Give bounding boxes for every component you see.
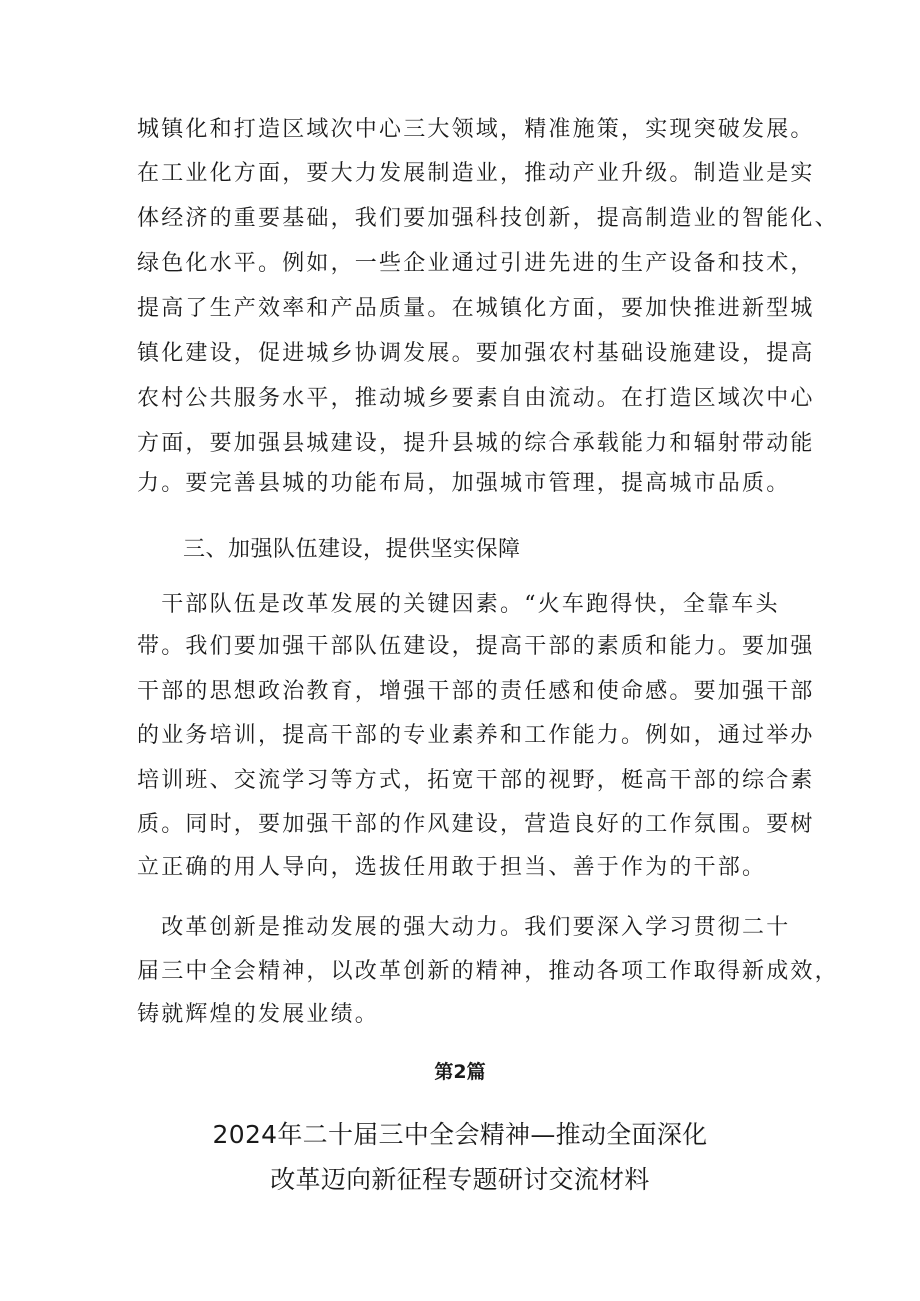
- text-line: 培训班、交流学习等方式，拓宽干部的视野，梃高干部的综合素: [137, 768, 815, 793]
- text-line: 干部的思想政治教育，增强干部的责任感和使命感。要加强干部: [137, 679, 815, 704]
- text-line: 改革创新是推动发展的强大动力。我们要深入学习贯彻二十: [137, 915, 791, 940]
- part-label: 第2篇: [434, 1061, 486, 1083]
- text-line: 带。我们要加强干部队伍建设，提高干部的素质和能力。要加强: [137, 634, 815, 659]
- text-line: 提高了生产效率和产品质量。在城镇化方面，要加快推进新型城: [137, 296, 815, 321]
- text-line: 绿色化水平。例如，一些企业通过引进先进的生产设备和技术，: [137, 251, 815, 276]
- text-line: 立正确的用人导向，选拔任用敢于担当、善于作为的干部。: [137, 855, 767, 880]
- text-line: 届三中全会精神，以改革创新的精神，推动各项工作取得新成效，: [137, 959, 839, 984]
- text-line: 力。要完善县城的功能布局，加强城市管理，提高城市品质。: [137, 471, 791, 496]
- text-line: 农村公共服务水平，推动城乡要素自由流动。在打造区域次中心: [137, 386, 815, 411]
- section-heading: 三、加强队伍建设，提供坚实保障: [183, 537, 521, 562]
- text-line: 铸就辉煌的发展业绩。: [137, 1002, 380, 1027]
- text-line: 质。同时，要加强干部的作风建设，营造良好的工作氛围。要树: [137, 812, 815, 837]
- text-line: 体经济的重要基础，我们要加强科技创新，提高制造业的智能化、: [137, 206, 839, 231]
- document-title-line-2: 改革迈向新征程专题研讨交流材料: [270, 1165, 650, 1194]
- text-line: 方面，要加强县城建设，提升县城的综合承载能力和辐射带动能: [137, 431, 815, 456]
- document-title-line-1: 2024年二十届三中全会精神—推动全面深化: [212, 1120, 708, 1149]
- text-line: 在工业化方面，要大力发展制造业，推动产业升级。制造业是实: [137, 161, 815, 186]
- text-line: 镇化建设，促进城乡协调发展。要加强农村基础设施建设，提高: [137, 341, 815, 366]
- text-line: 的业务培训，提高干部的专业素养和工作能力。例如，通过举办: [137, 723, 815, 748]
- text-line: 干部队伍是改革发展的关键因素。“火车跑得快，全靠车头: [137, 592, 780, 617]
- text-line: 城镇化和打造区域次中心三大领域，精准施策，实现突破发展。: [137, 117, 815, 142]
